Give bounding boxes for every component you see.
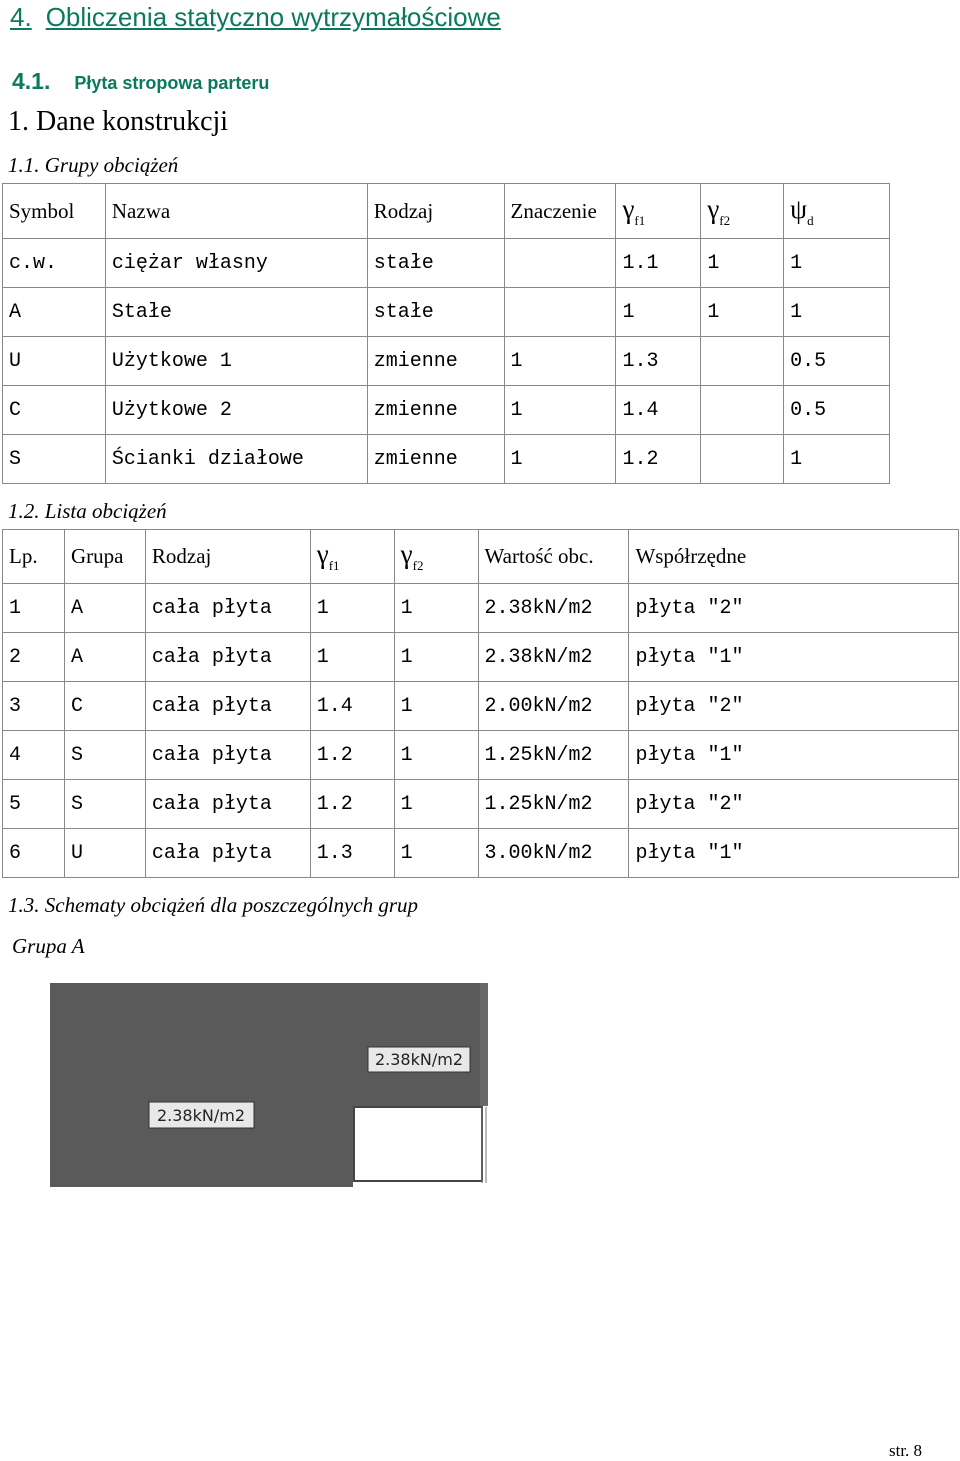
cell-gamma-f1: 1.2	[310, 780, 394, 829]
cell-group: S	[64, 780, 145, 829]
cell-psi: 1	[784, 288, 890, 337]
cell-lp: 3	[3, 682, 65, 731]
header-group: Grupa	[64, 530, 145, 584]
cell-gamma-f1: 1.2	[616, 435, 701, 484]
cell-gamma-f1: 1.2	[310, 731, 394, 780]
cell-value: 3.00kN/m2	[478, 829, 629, 878]
cell-name: Użytkowe 1	[105, 337, 367, 386]
cell-name: Stałe	[105, 288, 367, 337]
group-a-label: Grupa A	[12, 934, 85, 958]
groups-title: 1.1. Grupy obciążeń	[8, 153, 179, 177]
table-row	[3, 337, 890, 386]
header-meaning: Znaczenie	[504, 184, 616, 239]
header-gamma-f2	[394, 530, 478, 584]
cell-gamma-f2: 1	[394, 731, 478, 780]
cell-value: 2.38kN/m2	[478, 584, 629, 633]
cell-name: ciężar własny	[105, 239, 367, 288]
table-row	[3, 780, 959, 829]
cell-meaning: 1	[504, 386, 616, 435]
cell-coords: płyta "1"	[629, 829, 959, 878]
header-type: Rodzaj	[367, 184, 504, 239]
table-row	[3, 239, 890, 288]
cell-gamma-f1: 1	[310, 633, 394, 682]
slab-edge	[480, 983, 488, 1107]
cell-psi: 1	[784, 239, 890, 288]
table-row	[3, 829, 959, 878]
cell-type: stałe	[367, 288, 504, 337]
cell-gamma-f2: 1	[701, 288, 784, 337]
header-symbol: Symbol	[3, 184, 106, 239]
cell-coords: płyta "2"	[629, 780, 959, 829]
table-header-row	[3, 184, 890, 239]
page-number: str. 8	[889, 1441, 923, 1460]
chapter-number: 4.	[10, 2, 32, 32]
cell-symbol: A	[3, 288, 106, 337]
cell-gamma-f2: 1	[394, 780, 478, 829]
header-value: Wartość obc.	[478, 530, 629, 584]
cell-coords: płyta "2"	[629, 584, 959, 633]
cell-gamma-f2: 1	[394, 633, 478, 682]
cell-group: S	[64, 731, 145, 780]
header-gamma-f2	[701, 184, 784, 239]
cell-gamma-f2: 1	[394, 829, 478, 878]
psi-symbol: ψ	[790, 193, 808, 224]
header-psi-d	[784, 184, 890, 239]
cell-meaning: 1	[504, 337, 616, 386]
cell-gamma-f2: 1	[394, 584, 478, 633]
opening-region	[353, 1106, 488, 1187]
header-type: Rodzaj	[145, 530, 310, 584]
header-gamma-f1	[310, 530, 394, 584]
cell-symbol: S	[3, 435, 106, 484]
load-list-table	[2, 529, 959, 878]
table-row	[3, 633, 959, 682]
section-heading	[12, 68, 269, 95]
gamma-symbol: γ	[316, 539, 329, 569]
cell-coords: płyta "2"	[629, 682, 959, 731]
cell-gamma-f2: 1	[394, 682, 478, 731]
cell-lp: 5	[3, 780, 65, 829]
cell-lp: 4	[3, 731, 65, 780]
cell-group: U	[64, 829, 145, 878]
cell-lp: 6	[3, 829, 65, 878]
cell-psi: 0.5	[784, 337, 890, 386]
cell-symbol: U	[3, 337, 106, 386]
table-row	[3, 682, 959, 731]
cell-gamma-f1: 1.1	[616, 239, 701, 288]
cell-meaning	[504, 288, 616, 337]
cell-value: 2.38kN/m2	[478, 633, 629, 682]
cell-meaning: 1	[504, 435, 616, 484]
header-gamma-f1	[616, 184, 701, 239]
cell-group: A	[64, 584, 145, 633]
cell-type: cała płyta	[145, 633, 310, 682]
cell-type: cała płyta	[145, 829, 310, 878]
cell-name: Użytkowe 2	[105, 386, 367, 435]
load-scheme-diagram	[50, 983, 488, 1187]
table-row	[3, 288, 890, 337]
subscript-f1: f1	[328, 558, 340, 573]
table-header-row	[3, 530, 959, 584]
subscript-f1: f1	[634, 212, 646, 228]
load-label-slab-2: 2.38kN/m2	[374, 1050, 464, 1069]
cell-type: stałe	[367, 239, 504, 288]
subscript-f2: f2	[412, 558, 424, 573]
load-label-slab-1: 2.38kN/m2	[156, 1106, 246, 1125]
cell-type: cała płyta	[145, 780, 310, 829]
schemes-title: 1.3. Schematy obciążeń dla poszczególnych grup	[8, 893, 419, 917]
cell-gamma-f1: 1	[310, 584, 394, 633]
data-heading: 1. Dane konstrukcji	[8, 106, 229, 137]
cell-coords: płyta "1"	[629, 731, 959, 780]
cell-type: cała płyta	[145, 682, 310, 731]
cell-type: zmienne	[367, 337, 504, 386]
cell-type: cała płyta	[145, 731, 310, 780]
cell-gamma-f2	[701, 386, 784, 435]
table-row	[3, 584, 959, 633]
cell-lp: 2	[3, 633, 65, 682]
cell-group: C	[64, 682, 145, 731]
gamma-symbol: γ	[707, 193, 720, 224]
cell-gamma-f1: 1	[616, 288, 701, 337]
cell-lp: 1	[3, 584, 65, 633]
table-row	[3, 386, 890, 435]
header-lp: Lp.	[3, 530, 65, 584]
loads-title: 1.2. Lista obciążeń	[8, 499, 167, 523]
subscript-d: d	[807, 212, 814, 228]
cell-symbol: C	[3, 386, 106, 435]
table-row	[3, 731, 959, 780]
cell-psi: 0.5	[784, 386, 890, 435]
subscript-f2: f2	[719, 212, 731, 228]
cell-symbol: c.w.	[3, 239, 106, 288]
cell-group: A	[64, 633, 145, 682]
table-row	[3, 435, 890, 484]
cell-type: zmienne	[367, 386, 504, 435]
cell-psi: 1	[784, 435, 890, 484]
cell-gamma-f2: 1	[701, 239, 784, 288]
load-groups-table	[2, 183, 890, 484]
cell-type: cała płyta	[145, 584, 310, 633]
chapter-title: Obliczenia statyczno wytrzymałościowe	[45, 2, 501, 32]
header-name: Nazwa	[105, 184, 367, 239]
cell-gamma-f2	[701, 435, 784, 484]
cell-type: zmienne	[367, 435, 504, 484]
cell-meaning	[504, 239, 616, 288]
gamma-symbol: γ	[622, 193, 635, 224]
cell-gamma-f2	[701, 337, 784, 386]
cell-gamma-f1: 1.3	[310, 829, 394, 878]
cell-value: 1.25kN/m2	[478, 731, 629, 780]
section-number: 4.1.	[12, 68, 51, 94]
cell-value: 1.25kN/m2	[478, 780, 629, 829]
cell-name: Ścianki działowe	[105, 435, 367, 484]
section-title: Płyta stropowa parteru	[74, 73, 270, 93]
cell-gamma-f1: 1.4	[616, 386, 701, 435]
gamma-symbol: γ	[400, 539, 413, 569]
chapter-heading	[10, 2, 501, 33]
cell-value: 2.00kN/m2	[478, 682, 629, 731]
cell-coords: płyta "1"	[629, 633, 959, 682]
header-coords: Współrzędne	[629, 530, 959, 584]
cell-gamma-f1: 1.4	[310, 682, 394, 731]
cell-gamma-f1: 1.3	[616, 337, 701, 386]
